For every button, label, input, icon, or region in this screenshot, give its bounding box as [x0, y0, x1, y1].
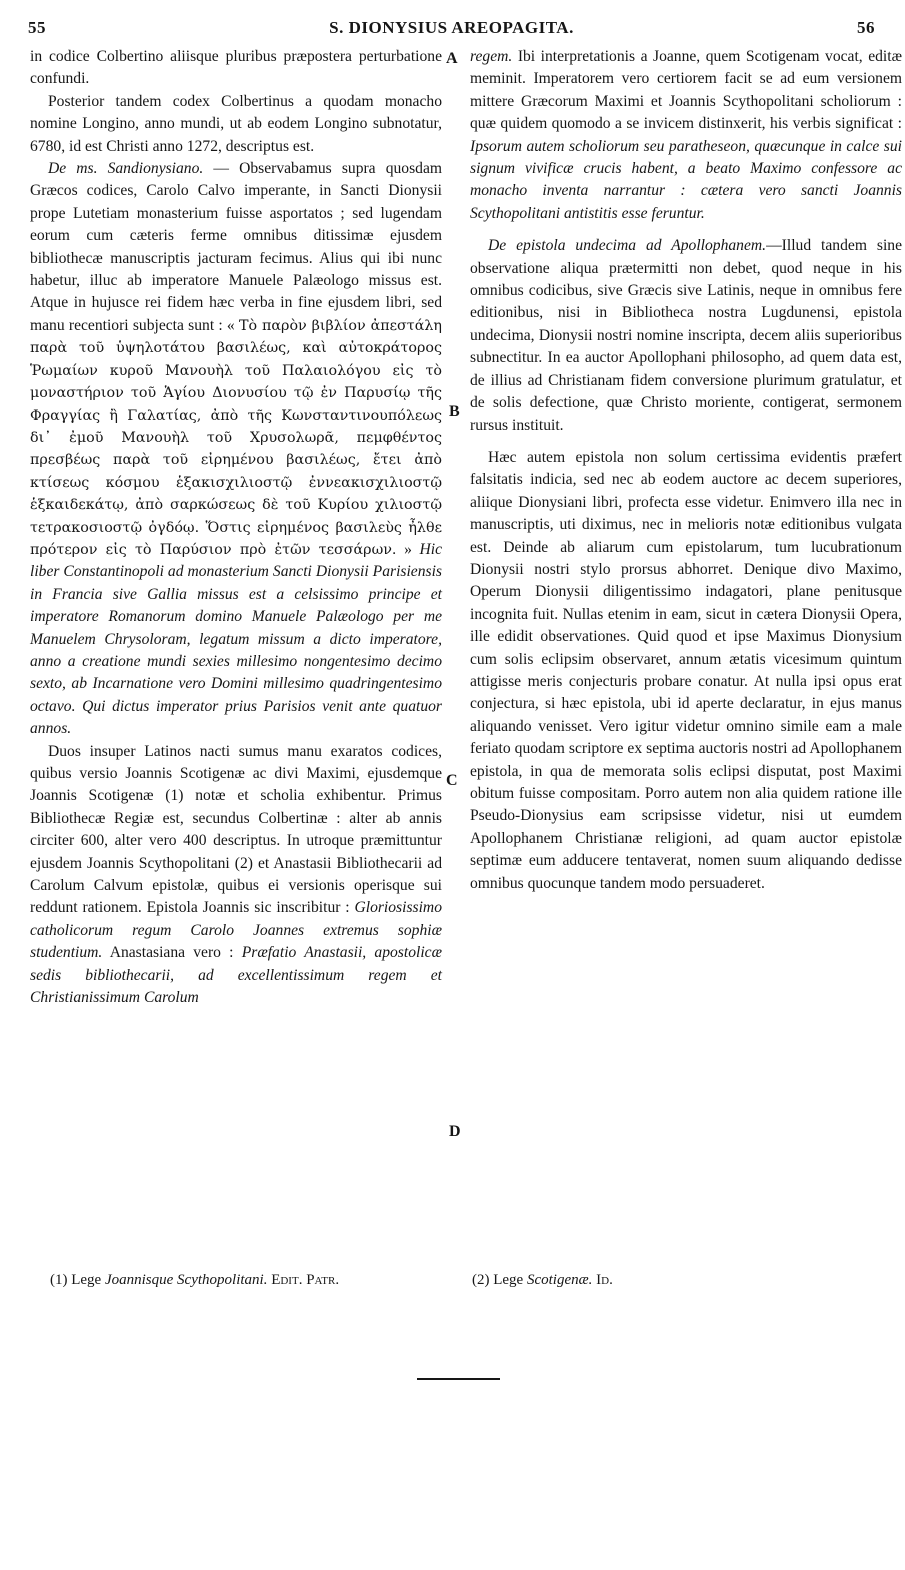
- praefatio-title: Præfatio Anastasii, apostolicæ sedis bibliothecarii, ad excellentissimum regem et Christianissimum Carolum: [30, 944, 442, 1007]
- paragraph-text: Anastasiana vero :: [102, 944, 242, 962]
- paragraph: Posterior tandem codex Colbertinus a quodam monacho nomine Longino, anno mundi, ut ab eodem Longino subnotatur, 6780, id est Christi anno 1272, descriptus est.: [30, 92, 442, 155]
- paragraph-text: — Observabamus supra quosdam Græcos codices, Carolo Calvo imperante, in Sancti Dionysii prope Lutetiam monasterium fuisse asportatos ; sed lugendam eorum cum cæteris ferme omnibus ditissimæ ejusdem bibliothecæ manuscriptis jacturam fecimus. Alius qui ibi nunc habetur, illuc ab imperatore Manuele Palæologo missus est. Atque in hujusce rei fidem hæc verba in fine ejusdem libri, sed manu recentiori subjecta sunt : «: [30, 160, 442, 334]
- section-heading: De ms. Sandionysiano.: [48, 160, 204, 178]
- paragraph-text: —Illud tandem sine observatione aliqua prætermitti non debet, quod neque in his omnibus codicibus, sive Græcis sive Latinis, neque in omnibus fere editionibus, nisi in Bibliotheca nostra Lugdunensi, epistola undecima, Dionysii nostri nomine inscripta, decem aliis superioribus subnectitur. In ea auctor Apollophani philosopho, ad quem data est, de illius ad Christianam fidem conversione plurimum gratulatur, et de solis defectione, quæ Christo moriente, contigerat, sermonem rursus instituit.: [470, 237, 902, 434]
- epistola-title: Gloriosissimo catholicorum regum Carolo Joannes extremus sophiæ studentium.: [30, 899, 442, 962]
- footnote-2: (2) Lege Scotigenæ. Id.: [472, 1272, 613, 1288]
- paragraph-text: Ibi interpretationis a Joanne, quem Scotigenam vocat, editæ meminit. Imperatorem vero certiorem facit se ad eum versionem mittere Græcorum Maximi et Joannis Scythopolitani scholiorum : quæ quidem quomodo a se invicem distinxerit, his verbis significat :: [470, 48, 902, 133]
- page-number-right: 56: [857, 18, 875, 37]
- margin-marker-a: A: [446, 50, 458, 67]
- left-column: [30, 46, 442, 1009]
- right-column: [470, 46, 902, 895]
- end-rule: [417, 1378, 500, 1380]
- paragraph: in codice Colbertino aliisque pluribus præpostera perturbatione confundi.: [30, 48, 442, 88]
- paragraph-text: Duos insuper Latinos nacti sumus manu exaratos codices, quibus versio Joannis Scotigenæ ac divi Maximi, ejusdemque Joannis Scotigenæ (1) notæ et scholia exhibentur. Primus Bibliothecæ Regiæ est, secundus Colbertinæ : alter ab annis circiter 600, alter vero 400 descriptus. In utroque præmittuntur ejusdem Joannis Scythopolitani (2) et Anastasii Bibliothecarii ad Carolum Calvum epistolæ, quibus ei versionis operisque sui reddunt rationem. Epistola Joannis sic inscribitur :: [30, 742, 442, 917]
- page-number-left: 55: [28, 18, 46, 37]
- paragraph: [470, 46, 902, 225]
- section-heading: De epistola undecima ad Apollophanem.: [488, 237, 767, 255]
- running-title: S. DIONYSIUS AREOPAGITA.: [329, 18, 574, 37]
- quote-close: »: [396, 540, 420, 558]
- margin-marker-b: B: [449, 403, 460, 420]
- paragraph-epistola-undecima: [470, 235, 902, 437]
- running-header: [28, 18, 875, 42]
- paragraph-latin-codices: [30, 741, 442, 1010]
- latin-translation: Hic liber Constantinopoli ad monasterium Sancti Dionysii Parisiensis in Francia sive Gallia missus est a celsissimo principe et imperatore Romanorum domino Manuele Palæologo per me Manuelem Chrysoloram, legatum missum a dicto imperatore, anno a creatione mundi sexies millesimo nongentesimo decimo sexto, ab Incarnatione vero Domini millesimo quadringentesimo octavo. Qui dictus imperator prius Parisios venit ante quatuor annos.: [30, 540, 443, 738]
- greek-inscription: Τὸ παρὸν βιβλίον ἀπεστάλη παρὰ τοῦ ὑψηλοτάτου βασιλέως, καὶ αὐτοκράτορος Ῥωμαίων κυροῦ Μανουὴλ τοῦ Παλαιολόγου εἰς τὸ μοναστήριον τοῦ Ἁγίου Διονυσίου τῷ ἐν Παρυσίῳ τῆς Φραγγίας ἢ Γαλατίας, ἀπὸ τῆς Κωνσταντινουπόλεως δι᾽ ἐμοῦ Μανουὴλ τοῦ Χρυσολωρᾶ, πεμφθέντος πρεσβέως παρὰ τοῦ εἰρημένου βασιλέως, ἔτει ἀπὸ κτίσεως κόσμου ἑξακισχιλιοστῷ ἐννεακισχιλιοστῷ ἑξκαιδεκάτῳ, ἀπὸ σαρκώσεως δὲ τοῦ Κυρίου χιλιοστῷ τετρακοσιοστῷ ὀγδόῳ. Ὅστις εἰρημένος βασιλεὺς ἦλθε πρότερον εἰς τὸ Παρύσιον πρὸ ἐτῶν τεσσάρων.: [30, 317, 442, 558]
- margin-marker-d: D: [449, 1123, 461, 1140]
- paragraph-sandionysiano: [30, 158, 442, 741]
- margin-marker-c: C: [446, 772, 458, 789]
- continued-word: regem.: [470, 48, 513, 65]
- footnote-1: (1) Lege Joannisque Scythopolitani. Edit. Patr.: [50, 1272, 340, 1288]
- scholia-quote: Ipsorum autem scholiorum seu paratheseon, quæcunque in calce sui signum vivificæ crucis habent, a beato Maximo confessore ac monacho inventa narrantur : cætera vero sancti Joannis Scythopolitani antistitis esse feruntur.: [470, 137, 902, 222]
- paragraph: Hæc autem epistola non solum certissima evidentis præfert falsitatis indicia, sed nec ab eodem auctore ac decem superiores, aliique Dionysiani libri, profecta esse videtur. Enimvero illa nec in manuscriptis, uti diximus, nec in melioris notæ editionibus vulgata est. Deinde ab aliarum cum epistolarum, tum lucubrationum Dionysii nostri stylo prorsus abhorret. Denique divo Maximo, Operum Dionysii diligentissimo indagatori, plane penitusque incognita fuit. Nullas etenim in eam, sicut in cætera Dionysii Opera, ille edidit observationes. Quid quod et ipse Maximus Dionysium cum solis eclipsim observaret, annum ætatis vicesimum quintum attigisse meris conjecturis probare conatur. At nulla ipsi opus erat conjectura, si hæc epistola, ubi id aperte declaratur, in ejus manus aliquando venisset. Vero igitur videtur omnino simile eam a male feriato quodam scriptore ex septima auctoris nostri ad Apollophanem epistola, in qua de memorata solis eclipsi disputat, post Maximi obitum fuisse compositam. Porro autem non alia quidem ratione ille Pseudo-Dionysius eam scripsisse videtur, nisi ut eumdem Apollophanem Christianæ religioni, ad quam auctor epistolæ septimæ eum adducere tentaverat, nomen suum aliquando dedisse omnibus quocunque tandem modo persuaderet.: [470, 448, 902, 892]
